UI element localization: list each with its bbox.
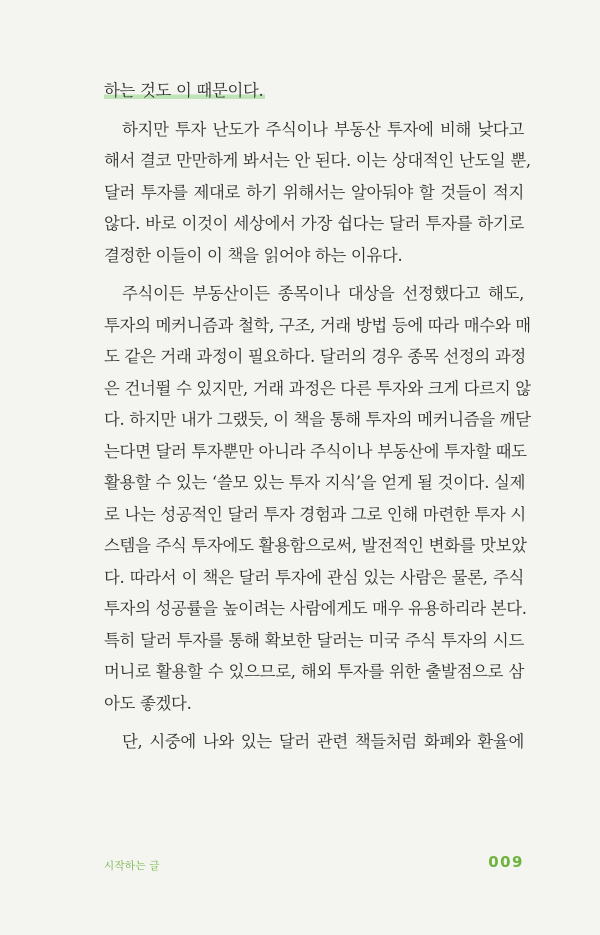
text-line-12: 는다면 달러 투자뿐만 아니라 주식이나 부동산에 투자할 때도 <box>104 441 527 461</box>
page-number: 009 <box>488 853 524 871</box>
paragraph-gap <box>104 271 524 278</box>
text-line-14: 로 나는 성공적인 달러 투자 경험과 그로 인해 마련한 투자 시 <box>104 504 526 524</box>
text-line-10: 은 건너뛸 수 있지만, 거래 과정은 다른 투자와 크게 다르지 않 <box>104 378 531 398</box>
body-text <box>104 75 531 758</box>
text-line-17: 투자의 성공률을 높이려는 사람에게도 매우 유용하리라 본다. <box>104 599 527 618</box>
text-line-11: 다. 하지만 내가 그랬듯, 이 책을 통해 투자의 메커니즘을 깨닫 <box>104 410 531 429</box>
paragraph-gap <box>104 719 524 726</box>
text-line-9: 도 같은 거래 과정이 필요하다. 달러의 경우 종목 선정의 과정 <box>104 347 526 366</box>
text-line-6: 결정한 이들이 이 책을 읽어야 하는 이유다. <box>104 245 403 265</box>
text-line-21: 단, 시중에 나와 있는 달러 관련 책들처럼 화폐와 환율에 <box>122 732 524 751</box>
text-line-19: 머니로 활용할 수 있으므로, 해외 투자를 위한 출발점으로 삼 <box>104 662 524 681</box>
text-line-8: 투자의 메커니즘과 철학, 구조, 거래 방법 등에 따라 매수와 매 <box>104 315 531 335</box>
text-line-13: 활용할 수 있는 ‘쓸모 있는 투자 지식’을 얻게 될 것이다. 실제 <box>104 473 526 492</box>
text-line-20: 아도 좋겠다. <box>104 693 192 713</box>
text-line-15: 스템을 주식 투자에도 활용함으로써, 발전적인 변화를 맛보았 <box>104 536 527 555</box>
text-line-3: 해서 결코 만만하게 봐서는 안 된다. 이는 상대적인 난도일 뿐, <box>104 151 531 170</box>
text-line-16: 다. 따라서 이 책은 달러 투자에 관심 있는 사람은 물론, 주식 <box>104 567 524 587</box>
section-title: 시작하는 글 <box>104 860 160 872</box>
text-line-5: 않다. 바로 이것이 세상에서 가장 쉽다는 달러 투자를 하기로 <box>104 214 524 233</box>
highlighted-text: 하는 것도 이 때문이다. <box>104 81 264 100</box>
paragraph-gap <box>104 107 524 114</box>
text-line-7: 주식이든 부동산이든 종목이나 대상을 선정했다고 해도, <box>122 284 524 303</box>
text-line-1 <box>104 75 524 107</box>
text-line-18: 특히 달러 투자를 통해 확보한 달러는 미국 주식 투자의 시드 <box>104 630 524 650</box>
text-line-4: 달러 투자를 제대로 하기 위해서는 알아둬야 할 것들이 적지 <box>104 182 524 202</box>
page-footer <box>104 855 524 879</box>
text-line-2: 하지만 투자 난도가 주식이나 부동산 투자에 비해 낮다고 <box>122 119 524 139</box>
